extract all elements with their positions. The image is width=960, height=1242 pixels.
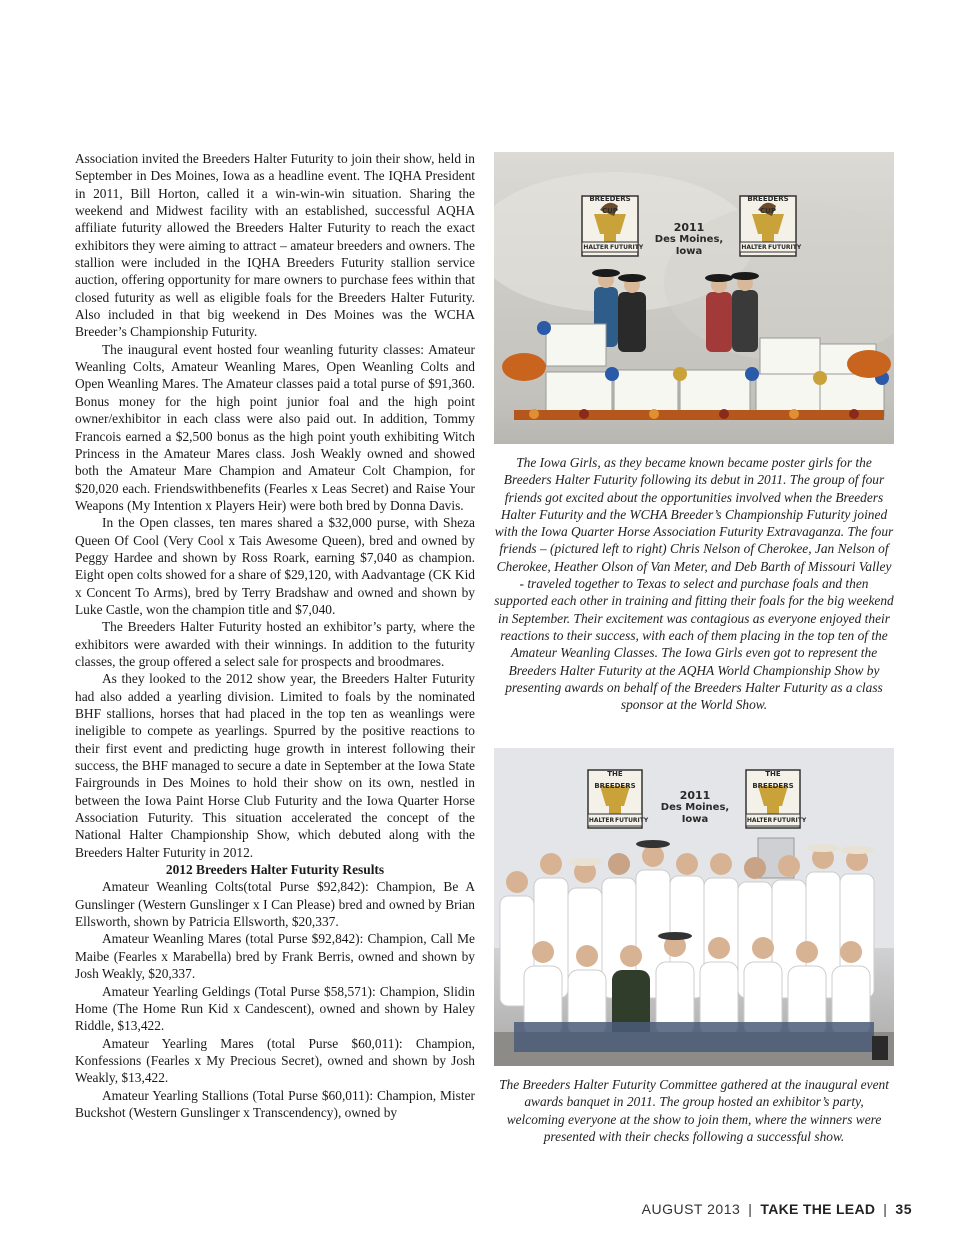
committee-caption: The Breeders Halter Futurity Committee gathered at the inaugural event awards banquet in 2011. The group hosted an exhibitor’s party, welcoming everyone at the show to join them, where the winners were presented with their checks following a successful show. bbox=[499, 1077, 889, 1144]
photo1-logo-right-left: HALTER bbox=[741, 244, 767, 251]
magazine-title: TAKE THE LEAD bbox=[760, 1201, 876, 1217]
photo1-logo-left-top: BREEDERS CUP bbox=[589, 195, 631, 215]
article-paragraph: In the Open classes, ten mares shared a $32,000 purse, with Sheza Queen Of Cool (Very Cool x Tais Awesome Queen), bred and owned by Peggy Hardee and shown by Ross Roark, earning $7,040 as champion. Eight open colts showed for a share of $29,120, with Aadvantage (CK Kid x Concent To Arms), bred by Terry Bradshaw and owned and shown by Luke Castle, won the champion title and $7,040. bbox=[75, 515, 475, 617]
photo2-banner-place: Des Moines, Iowa bbox=[660, 802, 730, 825]
result-item: Amateur Yearling Mares (total Purse $60,011): Champion, Konfessions (Fearles x My Precious Secret), owned and shown by Josh Weakly, $13,422. bbox=[75, 1035, 475, 1086]
photo1-logo-left-left: HALTER bbox=[583, 244, 609, 251]
article-paragraph: The Breeders Halter Futurity hosted an exhibitor’s party, where the exhibitors were awarded with their winnings. In addition to the futurity classes, the group offered a select sale for prospects and broodmares. bbox=[75, 619, 475, 669]
photo1-banner bbox=[644, 222, 734, 258]
result-item: Amateur Weanling Mares (total Purse $92,842): Champion, Call Me Maibe (Fearles x Marabella) bred by Frank Berris, owned and shown by Josh Weakly, $20,337. bbox=[75, 931, 475, 982]
footer-divider: | bbox=[883, 1201, 888, 1217]
photo1-logo-right-right: FUTURITY bbox=[768, 244, 802, 251]
photo1-logo-right-top: BREEDERS CUP bbox=[747, 195, 789, 215]
result-item: Amateur Yearling Geldings (Total Purse $58,571): Champion, Slidin Home (The Home Run Kid x Candescent), owned and shown by Haley Riddle, $13,422. bbox=[75, 983, 475, 1034]
photo2-logo-left-top: THE BREEDERS bbox=[594, 770, 636, 790]
footer-divider: | bbox=[748, 1201, 753, 1217]
committee-photo bbox=[494, 748, 894, 1066]
photo2-logo-left-left: HALTER bbox=[588, 817, 615, 824]
result-item: Amateur Weanling Colts(total Purse $92,842): Champion, Be A Gunslinger (Western Gunslinger x I Can Please) bred and owned by Brian Ellsworth, shown by Patricia Ellsworth, $20,337. bbox=[75, 879, 475, 930]
results-heading: 2012 Breeders Halter Futurity Results bbox=[165, 862, 385, 878]
photo2-logo-right-top: THE BREEDERS bbox=[752, 770, 794, 790]
photo2-logo-left-right: FUTURITY bbox=[615, 817, 649, 824]
page-number: 35 bbox=[895, 1201, 912, 1217]
photo2-logo-right-right: FUTURITY bbox=[773, 817, 807, 824]
article-paragraph: As they looked to the 2012 show year, the Breeders Halter Futurity had also added a yearling division. Limited to foals by the nominated BHF stallions, horses that had placed in the top ten as weanlings were ineligible to compete as yearlings. Spurred by the positive reactions to their first event and predicting huge growth in interest following their success, the BHF managed to secure a date in September at the Iowa State Fairgrounds in Des Moines to hold their show on its own, nestled in between the Iowa Paint Horse Club Futurity and the Iowa Quarter Horse Association Futurity. This situation accelerated the concept of the National Halter Championship Show, which debuted along with the Breeders Halter Futurity in 2012. bbox=[75, 671, 475, 860]
iowa-girls-photo bbox=[494, 152, 894, 444]
article-paragraph: Association invited the Breeders Halter Futurity to join their show, held in September in Des Moines, Iowa as a headline event. The IQHA President in 2011, Bill Horton, called it a win-win-win situation. Sharing the weekend and Midwest facility with an established, successful AQHA affiliate futurity allowed the Breeders Halter Futurity to reach the exact exhibitors they were aiming to attract – amateur breeders and owners. The stallion were included in the IQHA Breeders Futurity stallion service auction, offering opportunity for mare owners to purchase fees within that closed futurity as well as eligible foals for the Breeders Halter Futurity. Also included in that big weekend in Des Moines was the WCHA Breeder’s Championship Futurity. bbox=[75, 151, 475, 340]
photo2-logo-right-left: HALTER bbox=[746, 817, 773, 824]
photo2-banner bbox=[650, 790, 740, 826]
article-body bbox=[75, 150, 475, 1121]
article-paragraph: The inaugural event hosted four weanling futurity classes: Amateur Weanling Colts, Amateur Weanling Mares, Open Weanling Colts and Open Weanling Mares. The Amateur classes paid a total purse of $91,360. Bonus money for the high point junior foal and the high point owner/exhibitor in each class were also paid out. In addition, Tommy Francois earned a $2,500 bonus as the high point youth exhibiting Witch Princess in the Amateur Mares class. Josh Weakly owned and showed both the Amateur Mare Champion and Amateur Colt Champion, for $20,020 each. Friendswithbenefits (Fearles x Leas Secret) and Raise Your Weapons (My Intention x Players Heir) were both bred by Donna Davis. bbox=[75, 341, 475, 513]
photo1-banner-place: Des Moines, Iowa bbox=[654, 234, 724, 257]
page-footer bbox=[600, 1201, 912, 1217]
iowa-girls-caption: The Iowa Girls, as they became known became poster girls for the Breeders Halter Futurity following its debut in 2011. The group of four friends got excited about the opportunities involved when the Breeders Halter Futurity and the WCHA Breeder’s Championship Futurity joined with the Iowa Quarter Horse Association Futurity Extravaganza. The four friends – (pictured left to right) Chris Nelson of Cherokee, Jan Nelson of Cherokee, Heather Olson of Van Meter, and Deb Barth of Missouri Valley - traveled together to Texas to select and purchase foals and then supported each other in training and fitting their foals for the big weekend in September. Their excitement was contagious as everyone enjoyed their reactions to their success, with each of them placing in the top ten of the Amateur Weanling Classes. The Iowa Girls even got to represent the Breeders Halter Futurity at the AQHA World Championship Show by presenting awards on behalf of the Breeders Halter Futurity as a class sponsor at the World Show. bbox=[494, 455, 894, 713]
photo1-logo-left-right: FUTURITY bbox=[610, 244, 644, 251]
photo2-banner-year: 2011 bbox=[679, 789, 711, 802]
result-item: Amateur Yearling Stallions (Total Purse $60,011): Champion, Mister Buckshot (Western Gunslinger x Transcendency), owned by bbox=[75, 1087, 475, 1120]
issue-date: AUGUST 2013 bbox=[641, 1201, 741, 1217]
iowa-girls-illustration bbox=[494, 152, 894, 444]
photo1-banner-year: 2011 bbox=[673, 221, 705, 234]
